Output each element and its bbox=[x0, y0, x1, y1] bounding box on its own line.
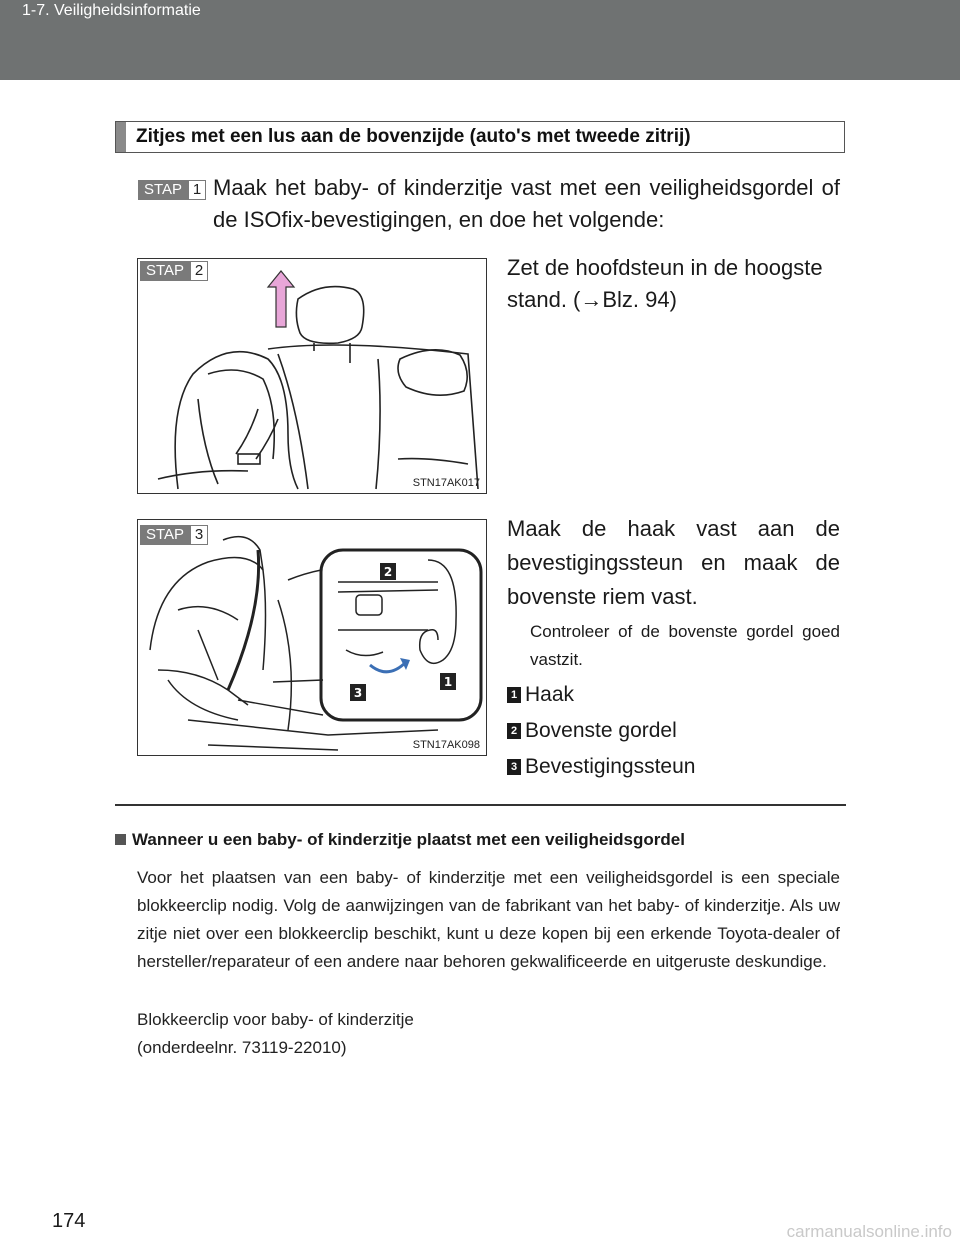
section-divider bbox=[115, 804, 846, 806]
chapter-section-title: 1-7. Veiligheidsinformatie bbox=[22, 2, 201, 19]
section-heading-box bbox=[115, 121, 845, 153]
watermark: carmanualsonline.info bbox=[786, 1222, 952, 1241]
step-1-text: Maak het baby- of kinderzitje vast met een veiligheidsgordel of de ISOfix-bevestigingen, en doe het volgende: bbox=[213, 175, 840, 232]
legend-item-hook bbox=[507, 683, 574, 707]
subsection-paragraph-2 bbox=[137, 1006, 840, 1062]
heading-accent-bar bbox=[116, 122, 126, 152]
step-3-badge-word: STAP bbox=[140, 525, 190, 545]
zoom-detail-bubble bbox=[321, 550, 481, 720]
legend-1-marker: 1 bbox=[507, 687, 521, 703]
step-3-note: Controleer of de bovenste gordel goed vastzit. bbox=[530, 622, 840, 669]
legend-3-label: Bevestigingssteun bbox=[525, 755, 696, 778]
step-3-image-code: STN17AK098 bbox=[412, 739, 480, 751]
callout-3: 3 bbox=[353, 686, 363, 700]
step-2-image-code: STN17AK017 bbox=[412, 477, 480, 489]
step-1-badge-word: STAP bbox=[138, 180, 188, 200]
legend-3-marker: 3 bbox=[507, 759, 521, 775]
legend-1-label: Haak bbox=[525, 683, 575, 706]
step-2-badge bbox=[140, 261, 208, 281]
tether-hook-drawing bbox=[138, 520, 486, 755]
legend-item-top-strap bbox=[507, 719, 677, 743]
chapter-header-bar bbox=[0, 0, 960, 80]
step-1-badge-number: 1 bbox=[188, 180, 206, 200]
step-2-badge-number: 2 bbox=[190, 261, 208, 281]
step-3-badge-number: 3 bbox=[190, 525, 208, 545]
headrest-seat-drawing bbox=[138, 259, 486, 493]
raise-arrow-icon bbox=[268, 271, 294, 327]
callout-2: 2 bbox=[383, 565, 393, 579]
section-heading-title: Zitjes met een lus aan de bovenzijde (auto's met tweede zitrij) bbox=[136, 126, 691, 147]
legend-item-anchor bbox=[507, 755, 695, 779]
step-2-illustration bbox=[137, 258, 487, 494]
subsection-paragraph-1: Voor het plaatsen van een baby- of kinderzitje met een veiligheidsgordel is een speciale blokkeerclip nodig. Volg de aanwijzingen van de fabrikant van het baby- of kinderzitje. Als uw zitje niet over een blokkeerclip beschikt, kunt u deze kopen bij een erkende Toyota-dealer of hersteller/reparateur of een andere naar behoren gekwalificeerde en uitgeruste deskundige. bbox=[137, 868, 840, 971]
legend-2-marker: 2 bbox=[507, 723, 521, 739]
step-3-text: Maak de haak vast aan de bevestigingssteun en maak de bovenste riem vast. bbox=[507, 516, 840, 609]
part-number: (onderdeelnr. 73119-22010) bbox=[137, 1038, 347, 1057]
callout-1: 1 bbox=[443, 675, 453, 689]
step-1-badge bbox=[138, 180, 206, 200]
step-3-badge bbox=[140, 525, 208, 545]
page-number: 174 bbox=[52, 1210, 86, 1232]
part-description: Blokkeerclip voor baby- of kinderzitje bbox=[137, 1010, 414, 1029]
step-2-text: Zet de hoofdsteun in de hoogste stand. (→Blz. 94) bbox=[507, 255, 823, 312]
step-2-badge-word: STAP bbox=[140, 261, 190, 281]
subsection-heading bbox=[115, 830, 685, 850]
step-3-illustration bbox=[137, 519, 487, 756]
square-bullet-icon bbox=[115, 834, 126, 845]
legend-2-label: Bovenste gordel bbox=[525, 719, 677, 742]
subsection-heading-text: Wanneer u een baby- of kinderzitje plaatst met een veiligheidsgordel bbox=[132, 830, 685, 849]
